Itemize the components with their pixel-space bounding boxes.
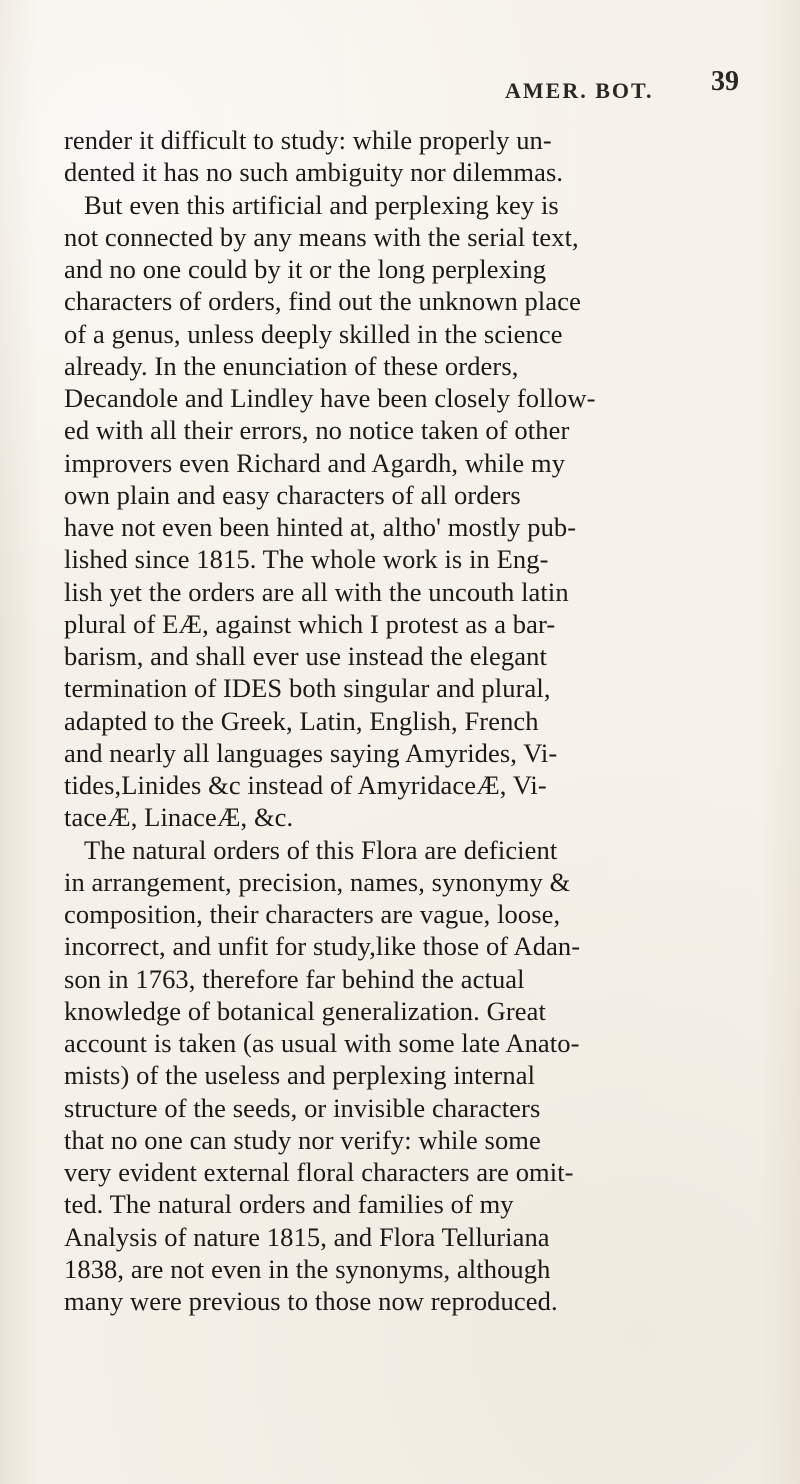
text-line: very evident external floral characters are omit-: [64, 1157, 574, 1187]
text-line: characters of orders, find out the unknown place: [64, 286, 581, 317]
text-line: adapted to the Greek, Latin, English, French: [64, 705, 539, 736]
text-line: son in 1763, therefore far behind the actual: [64, 963, 525, 994]
text-line: incorrect, and unfit for study,like those of Adan-: [64, 931, 581, 962]
text-line: render it difficult to study: while properly un-: [64, 125, 552, 155]
text-line: account is taken (as usual with some late Anato-: [64, 1028, 580, 1058]
text-line: knowledge of botanical generalization. Great: [64, 995, 546, 1026]
running-head: AMER. BOT.: [505, 78, 654, 103]
text-line: tides,Linides &c instead of AmyridaceÆ, Vi-: [64, 770, 547, 800]
text-line: many were previous to those now reproduced.: [64, 1286, 558, 1316]
text-line: of a genus, unless deeply skilled in the science: [64, 318, 563, 349]
text-line: Decandole and Lindley have been closely follow-: [64, 383, 596, 413]
text-line: But even this artificial and perplexing key is: [84, 189, 559, 220]
text-line: and no one could by it or the long perplexing: [64, 254, 547, 284]
text-line: Analysis of nature 1815, and Flora Telluriana: [64, 1221, 550, 1252]
body-text: [64, 124, 739, 1317]
text-line: have not even been hinted at, altho' mostly pub-: [64, 512, 577, 542]
text-line: and nearly all languages saying Amyrides, Vi-: [64, 737, 558, 768]
text-line: improvers even Richard and Agardh, while my: [64, 447, 566, 478]
text-line: not connected by any means with the serial text,: [64, 221, 579, 252]
text-line: that no one can study nor verify: while some: [64, 1124, 541, 1155]
text-line: lished since 1815. The whole work is in Eng-: [64, 544, 549, 575]
text-line: termination of IDES both singular and plural,: [64, 673, 551, 704]
text-line: own plain and easy characters of all orders: [64, 479, 521, 510]
text-line: already. In the enunciation of these orders,: [64, 350, 519, 381]
text-line: taceÆ, LinaceÆ, &c.: [64, 802, 294, 833]
text-line: lish yet the orders are all with the uncouth latin: [64, 576, 569, 607]
text-line: barism, and shall ever use instead the elegant: [64, 641, 547, 671]
text-line: 1838, are not even in the synonyms, although: [64, 1253, 551, 1284]
page-number: 39: [711, 66, 739, 97]
text-line: structure of the seeds, or invisible characters: [64, 1092, 541, 1123]
text-line: plural of EÆ, against which I protest as a bar-: [64, 608, 556, 639]
text-line: The natural orders of this Flora are deficient: [84, 834, 558, 865]
text-line: ted. The natural orders and families of my: [64, 1189, 514, 1220]
text-line: composition, their characters are vague, loose,: [64, 899, 561, 929]
text-line: in arrangement, precision, names, synonymy &: [64, 866, 571, 897]
text-line: ed with all their errors, no notice taken of other: [64, 415, 570, 446]
text-line: mists) of the useless and perplexing internal: [64, 1060, 536, 1091]
text-line: dented it has no such ambiguity nor dilemmas.: [64, 157, 564, 188]
